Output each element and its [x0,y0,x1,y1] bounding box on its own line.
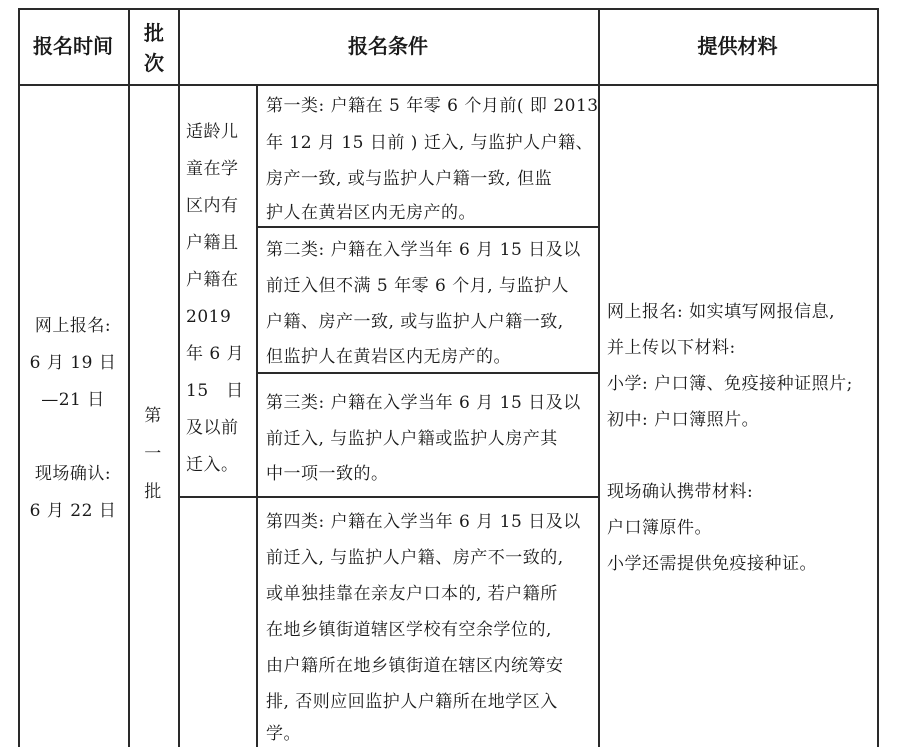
condition-line: 前迁入但不满 5 年零 6 个月, 与监护人 [266,276,570,296]
materials-line: 现场确认携带材料: [607,482,754,502]
group-line: 区内有 [186,196,239,216]
materials-line: 小学还需提供免疫接种证。 [607,554,817,574]
batch-char-2: 一 [144,444,162,464]
time-online-label: 网上报名: [34,316,112,336]
batch-char-3: 批 [144,482,162,502]
condition-line: 第二类: 户籍在入学当年 6 月 15 日及以 [266,240,581,260]
group-line: 15 日 [186,381,244,401]
condition-line: 在地乡镇街道辖区学校有空余学位的, [266,620,552,640]
header-conditions: 报名条件 [348,34,428,58]
condition-line: 第四类: 户籍在入学当年 6 月 15 日及以 [266,512,581,532]
col-divider-2 [178,8,180,747]
condition-line: 年 12 月 15 日前 ) 迁入, 与监护人户籍、 [266,133,594,153]
col-divider-3 [256,84,258,747]
batch-char-1: 第 [144,406,162,426]
time-online-date-1: 6 月 19 日 [29,353,117,373]
materials-line: 并上传以下材料: [607,338,736,358]
group-line: 童在学 [186,159,239,179]
group-line: 户籍且 [186,233,239,253]
materials-line: 初中: 户口簿照片。 [607,410,760,430]
condition-line: 户籍、房产一致, 或与监护人户籍一致, [266,312,564,332]
condition-line: 第三类: 户籍在入学当年 6 月 15 日及以 [266,393,581,413]
group-line: 迁入。 [186,455,239,475]
group-line: 户籍在 [186,270,239,290]
condition-line: 第一类: 户籍在 5 年零 6 个月前( 即 2013 [266,96,599,116]
condition-line: 护人在黄岩区内无房产的。 [266,203,476,223]
condition-line: 房产一致, 或与监护人户籍一致, 但监 [266,169,553,189]
header-batch: 批次 [144,21,164,75]
materials-line: 小学: 户口簿、免疫接种证照片; [607,374,853,394]
border-right [877,8,879,747]
border-top [18,8,878,10]
condition-line: 前迁入, 与监护人户籍、房产不一致的, [266,548,564,568]
time-onsite-label: 现场确认: [34,464,112,484]
group-line: 适龄儿 [186,122,239,142]
time-onsite-date: 6 月 22 日 [29,501,117,521]
col-divider-1 [128,8,130,747]
condition-line: 排, 否则应回监护人户籍所在地学区入 [266,692,558,712]
header-bottom-line [18,84,878,86]
materials-line: 网上报名: 如实填写网报信息, [607,302,836,322]
header-materials: 提供材料 [697,34,778,58]
row-divider-3 [178,496,599,498]
condition-line: 由户籍所在地乡镇街道在辖区内统筹安 [266,656,564,676]
materials-line: 户口簿原件。 [607,518,712,538]
group-line: 年 6 月 [186,344,245,364]
group-line: 2019 [186,307,232,327]
condition-line: 学。 [266,724,301,744]
condition-line: 但监护人在黄岩区内无房产的。 [266,347,511,367]
time-online-date-2: —21 日 [41,390,105,410]
condition-line: 前迁入, 与监护人户籍或监护人房产其 [266,429,558,449]
condition-line: 中一项一致的。 [266,464,389,484]
group-line: 及以前 [186,418,239,438]
condition-line: 或单独挂靠在亲友户口本的, 若户籍所 [266,584,558,604]
header-time: 报名时间 [33,34,113,58]
